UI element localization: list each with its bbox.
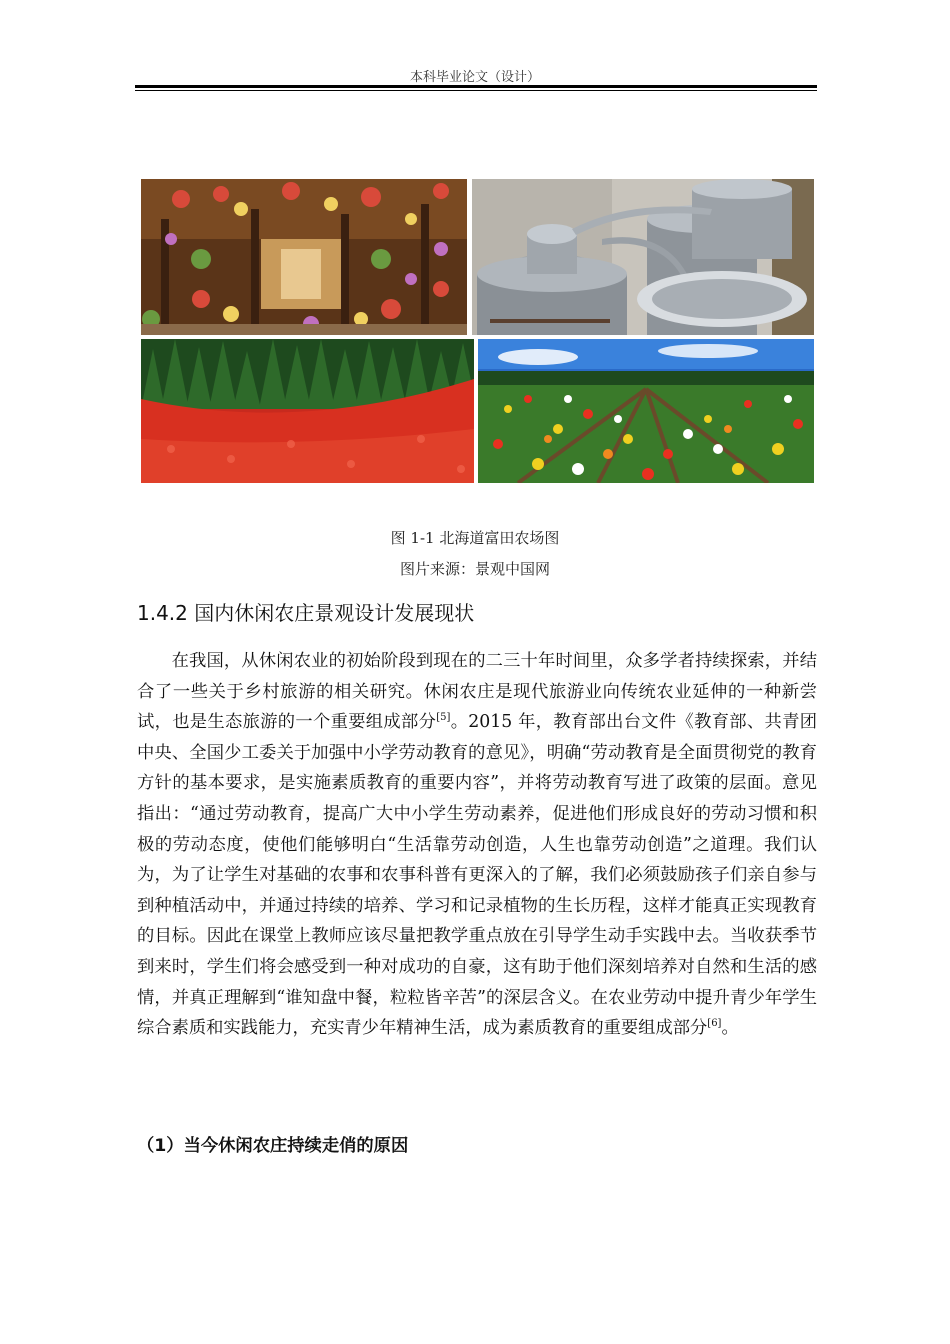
page-header-title: 本科毕业论文（设计）	[409, 70, 540, 85]
header-rule-thin	[135, 90, 817, 91]
body-text-part-2: 。2015 年，教育部出台文件《教育部、共青团中央、全国少工委关于加强中小学劳动教育的意见》，明确“劳动教育是全面贯彻党的教育方针的基本要求，是实施素质教育的重要内容”，并将劳动教育写进了政策的层面。意见指出：“通过劳动教育，提高广大中小学生劳动素养，促进他们形成良好的劳动习惯和积极的劳动态度，使他们能够明白“生活靠劳动创造，人生也靠劳动创造”之道理。我们认为，为了让学生对基础的农事和农事科普有更深入的了解，我们必须鼓励孩子们亲自参与到种植活动中，并通过持续的培养、学习和记录植物的生长历程，这样才能真正实现教育的目标。因此在课堂上教师应该尽量把教学重点放在引导学生动手实践中去。当收获季节到来时，学生们将会感受到一种对成功的自豪，这有助于他们深刻培养对自然和生活的感情，并真正理解到“谁知盘中餐，粒粒皆辛苦”的深层含义。在农业劳动中提升青少年学生综合素质和实践能力，充实青少年精神生活，成为素质教育的重要组成部分	[137, 712, 817, 1039]
header-rule	[135, 85, 817, 88]
subsection-heading: （1）当今休闲农庄持续走俏的原因	[137, 1136, 409, 1156]
figure-collage	[141, 179, 814, 483]
body-text-part-1: 在我国，从休闲农业的初始阶段到现在的二三十年时间里，众多学者持续探索，并结合了一些关于乡村旅游的相关研究。休闲农庄是现代旅游业向传统农业延伸的一种新尝试，也是生态旅游的一个重要组成部分	[137, 651, 817, 733]
flower-shop-photo	[141, 179, 467, 335]
body-paragraph	[137, 646, 817, 1044]
section-heading: 1.4.2 国内休闲农庄景观设计发展现状	[137, 601, 475, 625]
citation-ref: [5]	[436, 712, 451, 724]
body-text-part-3: 。	[721, 1018, 739, 1039]
figure-caption: 图 1-1 北海道富田农场图	[390, 529, 560, 547]
poppy-field-photo	[478, 339, 814, 483]
distillery-photo	[472, 179, 814, 335]
red-flower-field-photo	[141, 339, 474, 483]
citation-ref: [6]	[707, 1018, 722, 1030]
figure-source: 图片来源：景观中国网	[399, 560, 550, 578]
